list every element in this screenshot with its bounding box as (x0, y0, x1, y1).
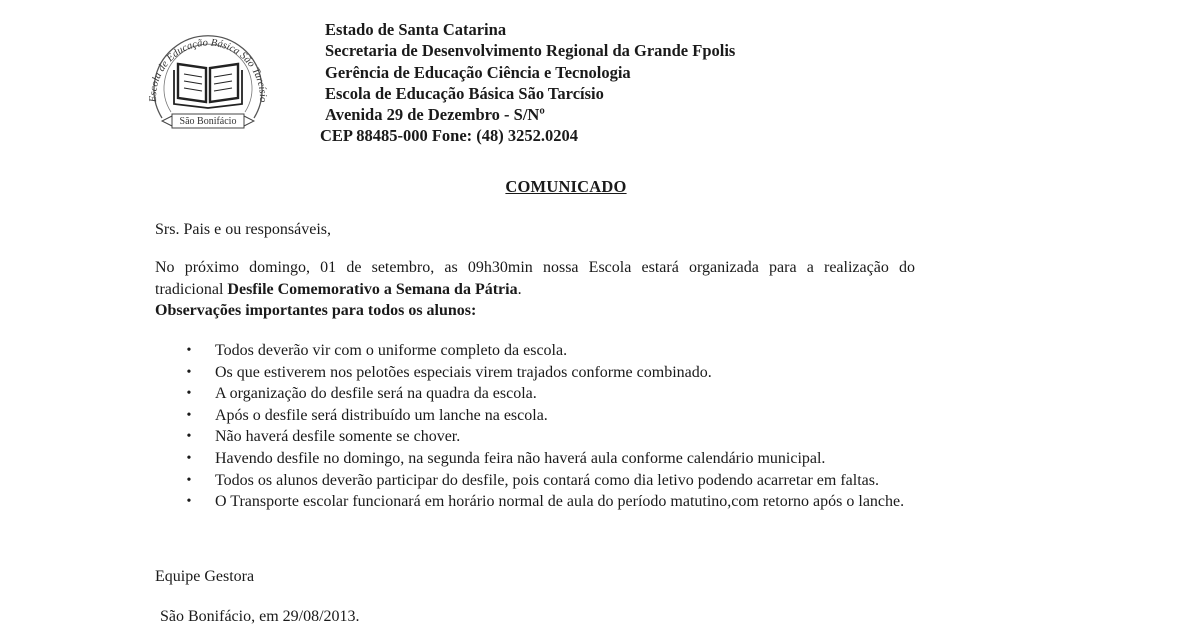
list-item (184, 383, 934, 405)
list-item-text: Não haverá desfile somente se chover. (215, 428, 461, 446)
paragraph-prefix: tradicional (155, 280, 228, 298)
signature: Equipe Gestora (155, 568, 255, 585)
list-item (184, 470, 934, 492)
announcement-paragraph (155, 257, 915, 322)
list-item (184, 426, 934, 448)
bullet-icon: • (186, 364, 192, 380)
bullet-icon: • (186, 472, 192, 488)
event-name: Desfile Comemorativo a Semana da Pátria (227, 280, 518, 298)
bullet-icon: • (186, 450, 192, 466)
header-address: Avenida 29 de Dezembro - S/Nº (325, 105, 545, 125)
list-item-text: A organização do desfile será na quadra da escola. (215, 385, 537, 403)
header-state: Estado de Santa Catarina (325, 20, 507, 39)
bullet-icon: • (186, 429, 192, 445)
list-item-text: Após o desfile será distribuído um lanche na escola. (215, 406, 548, 424)
bullet-icon: • (186, 494, 192, 510)
document-title: COMUNICADO (505, 177, 627, 196)
header-school-name: Escola de Educação Básica São Tarcísio (325, 83, 604, 103)
list-item (184, 405, 934, 427)
header-management: Gerência de Educação Ciência e Tecnologia (325, 62, 631, 82)
list-item-text: Os que estiverem nos pelotões especiais virem trajados conforme combinado. (215, 363, 712, 381)
list-item (184, 448, 934, 470)
header-secretariat: Secretaria de Desenvolvimento Regional da Grande Fpolis (325, 41, 736, 61)
letterhead (320, 19, 1025, 147)
list-item-text: Todos os alunos deverão participar do desfile, pois contará como dia letivo podendo acarretar em faltas. (215, 471, 879, 489)
list-item-text: Todos deverão vir com o uniforme completo da escola. (215, 342, 568, 359)
bullet-icon: • (186, 407, 192, 423)
paragraph-suffix: . (517, 280, 522, 298)
header-cep-phone: CEP 88485-000 Fone: (48) 3252.0204 (320, 126, 579, 146)
paragraph-line-2 (155, 281, 522, 298)
list-item (184, 491, 934, 513)
list-item-text: O Transporte escolar funcionará em horário normal de aula do período matutino,com retorno após o lanche. (215, 493, 905, 511)
bullet-icon: • (186, 386, 192, 402)
open-book-icon (174, 64, 242, 108)
list-item (184, 362, 934, 384)
greeting: Srs. Pais e ou responsáveis, (155, 221, 331, 238)
observations-list (184, 340, 934, 513)
list-item-text: Havendo desfile no domingo, na segunda feira não haverá aula conforme calendário municipal. (215, 449, 826, 467)
paragraph-line-1: No próximo domingo, 01 de setembro, as 09h30min nossa Escola estará organizada para a realização do (155, 259, 915, 276)
svg-text:Escola de Educação Básica São: Escola de Educação Básica São Tarcísio (147, 37, 269, 103)
observations-heading: Observações importantes para todos os alunos: (155, 302, 477, 319)
list-item (184, 340, 934, 362)
bullet-icon: • (186, 343, 192, 358)
seal-caption: São Bonifácio (179, 116, 237, 127)
dateline: São Bonifácio, em 29/08/2013. (160, 608, 360, 625)
